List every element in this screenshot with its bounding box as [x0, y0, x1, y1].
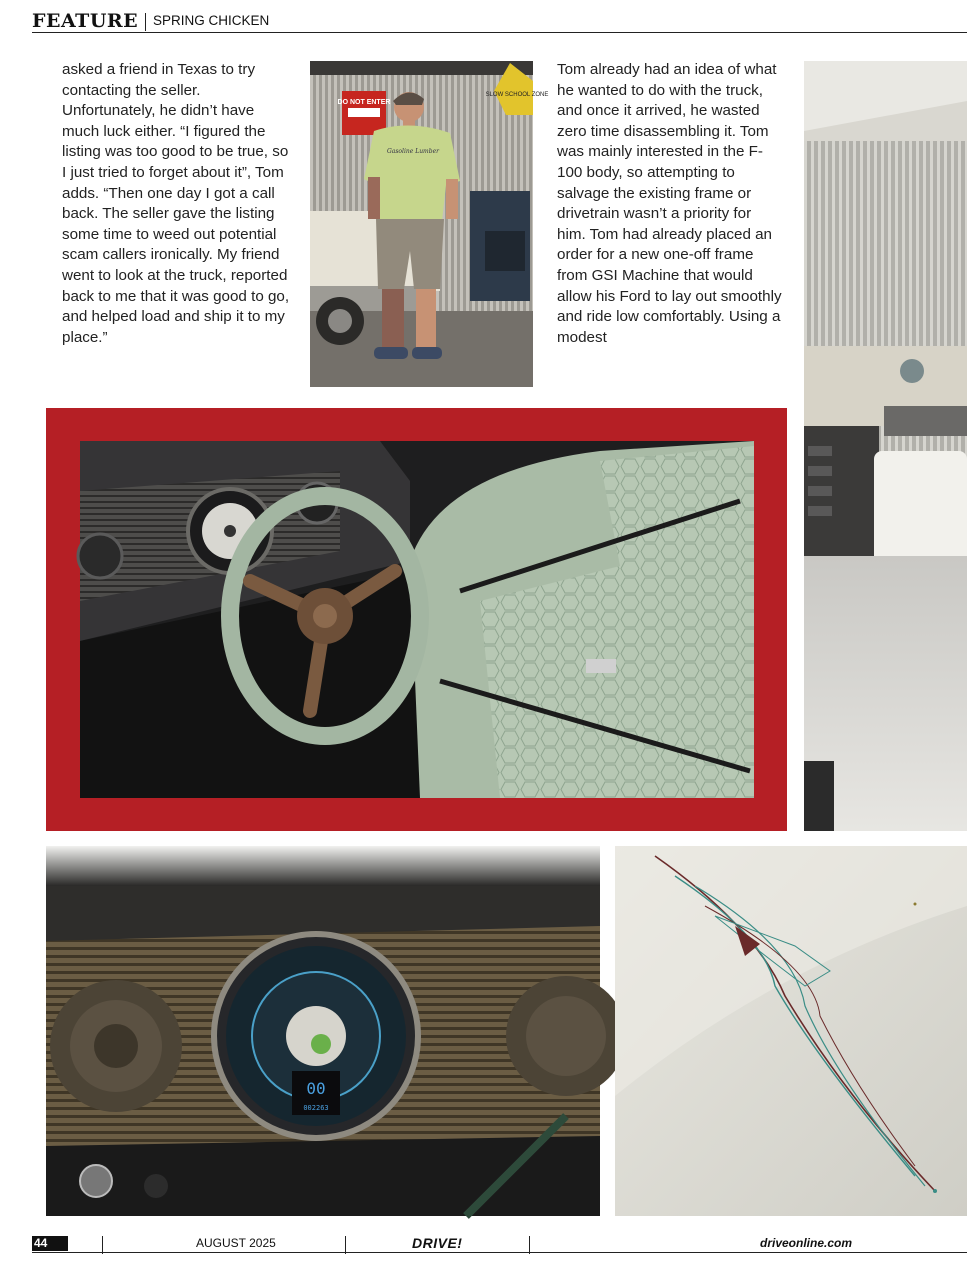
- do-not-sign-text-1: DO NOT ENTER: [337, 99, 391, 106]
- website-url[interactable]: driveonline.com: [760, 1236, 853, 1250]
- page-footer: [32, 1236, 967, 1252]
- body-column-right: Tom already had an idea of what he wanted to do with the truck, and once it arrived, he wasted zero time disassembling it. Tom was mainly interested in the F-100 body, so attempting to salvage the existing frame or drivetrain wasn’t a priority for him. Tom had already placed an order for a new one-off frame from GSI Machine that would allow his Ford to lay out smoothly and ride low comfortably. Using a modest: [557, 61, 782, 346]
- gauge-speed-readout: 00: [306, 1079, 326, 1098]
- magazine-logo: DRIVE!: [412, 1235, 463, 1251]
- issue-date: AUGUST 2025: [196, 1236, 276, 1250]
- garage-photo: [804, 61, 967, 831]
- article-title: SPRING CHICKEN: [153, 13, 270, 28]
- page-number: 44: [32, 1236, 68, 1251]
- pinstripe-photo: [615, 846, 967, 1216]
- shirt-text: Gasoline Lumber: [386, 148, 440, 155]
- page-header: [32, 10, 967, 33]
- section-title: FEATURE: [32, 10, 139, 32]
- header-divider: [145, 13, 146, 31]
- body-column-left: asked a friend in Texas to try contacting the seller. Unfortunately, he didn’t have much luck either. “I figured the listing was too good to be true, so I just tried to forget about it”, Tom adds. “Then one day I got a call back. The seller gave the listing some time to weed out potential scam callers ironically. My friend went to look at the truck, reported back to me that it was good to go, and helped load and ship it to my place.”: [62, 61, 290, 346]
- school-sign-text: SLOW SCHOOL ZONE: [485, 92, 549, 98]
- gauge-photo: [46, 846, 600, 1216]
- interior-photo: [80, 441, 754, 798]
- footer-rule: [32, 1252, 967, 1253]
- gauge-odometer: 002263: [303, 1104, 329, 1112]
- owner-photo: [310, 61, 549, 387]
